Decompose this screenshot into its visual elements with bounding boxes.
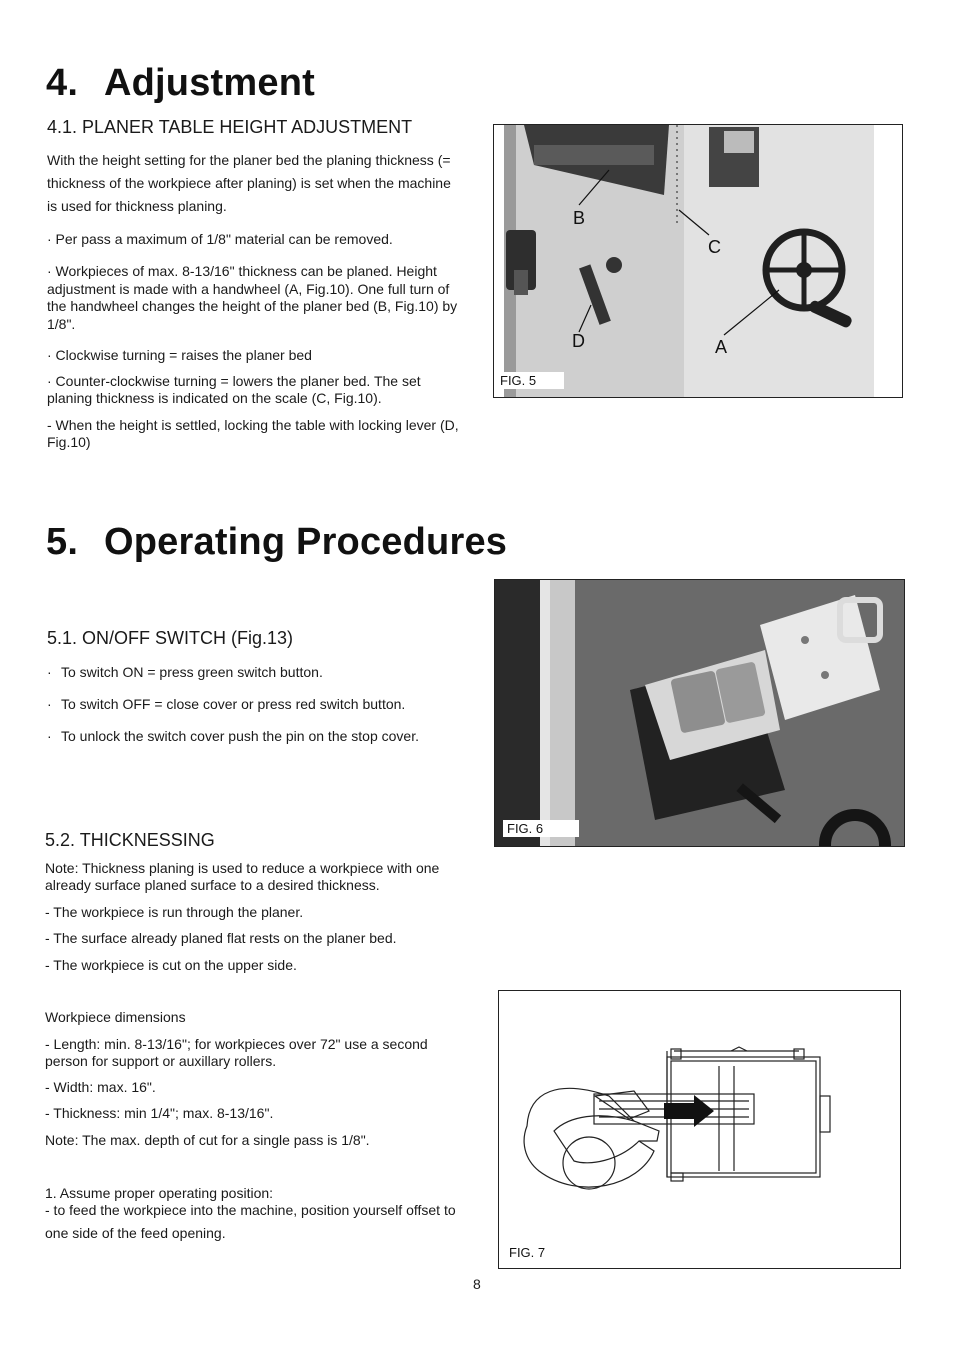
section-4-number: 4. bbox=[46, 62, 79, 104]
fig6-photo bbox=[495, 580, 904, 846]
step-1-title: 1. Assume proper operating position: bbox=[45, 1185, 274, 1201]
fig7-drawing bbox=[499, 991, 900, 1268]
switch-item-text: To switch ON = press green switch button. bbox=[61, 664, 323, 680]
figure-7 bbox=[498, 990, 901, 1269]
subheading-5-1: 5.1. ON/OFF SWITCH (Fig.13) bbox=[47, 628, 294, 648]
switch-item-off bbox=[47, 696, 405, 713]
line-planed-rests: - The surface already planed flat rests on the planer bed. bbox=[45, 930, 397, 946]
fig6-label: FIG. 6 bbox=[503, 820, 579, 837]
bullet-locking-lever: - When the height is settled, locking the table with locking lever (D, Fig.10) bbox=[47, 417, 459, 450]
subheading-4-1: 4.1. PLANER TABLE HEIGHT ADJUSTMENT bbox=[47, 117, 413, 137]
line-cut-upper: - The workpiece is cut on the upper side. bbox=[45, 957, 297, 973]
switch-item-unlock bbox=[47, 728, 419, 745]
subheading-5-2: 5.2. THICKNESSING bbox=[45, 830, 215, 850]
fig5-photo bbox=[494, 125, 902, 397]
line-run-through: - The workpiece is run through the planer. bbox=[45, 904, 304, 920]
section-4-title: Adjustment bbox=[104, 62, 315, 104]
switch-item-text: To switch OFF = close cover or press red switch button. bbox=[61, 696, 406, 712]
section-4-heading bbox=[46, 62, 315, 105]
paragraph-intro: With the height setting for the planer bed the planing thickness (= thickness of the workpiece after planing) is set when the machine is used for thickness planing. bbox=[47, 152, 451, 214]
dim-max-cut-note: Note: The max. depth of cut for a single pass is 1/8". bbox=[45, 1132, 370, 1148]
bullet-dot: · bbox=[47, 664, 52, 680]
bullet-max-removal: · Per pass a maximum of 1/8" material can be removed. bbox=[47, 231, 393, 247]
fig5-letter-a: A bbox=[715, 337, 728, 357]
section-5-heading bbox=[46, 521, 507, 564]
bullet-max-thickness: · Workpieces of max. 8-13/16" thickness can be planed. Height adjustment is made with a handwheel (A, Fig.10). One full turn of the handwheel changes the height of the planer bed (B, Fig.10) by 1/8". bbox=[47, 263, 458, 332]
page-number: 8 bbox=[473, 1276, 481, 1292]
fig7-label: FIG. 7 bbox=[505, 1244, 549, 1261]
fig5-letter-d: D bbox=[572, 331, 585, 351]
fig5-letter-b: B bbox=[573, 208, 586, 228]
fig5-label: FIG. 5 bbox=[496, 372, 564, 389]
figure-5 bbox=[493, 124, 903, 398]
dim-width: - Width: max. 16". bbox=[45, 1079, 156, 1095]
bullet-dot: · bbox=[47, 696, 52, 712]
paragraph-thickness-note: Note: Thickness planing is used to reduce a workpiece with one already surface planed surface to a desired thickness. bbox=[45, 860, 440, 893]
switch-item-text: To unlock the switch cover push the pin on the stop cover. bbox=[61, 728, 419, 744]
bullet-counter-clockwise: · Counter-clockwise turning = lowers the planer bed. The set planing thickness is indicated on the scale (C, Fig.10). bbox=[47, 373, 421, 406]
dim-thickness: - Thickness: min 1/4"; max. 8-13/16". bbox=[45, 1105, 274, 1121]
switch-item-on bbox=[47, 664, 323, 681]
step-1-detail: - to feed the workpiece into the machine, position yourself offset to one side of the feed opening. bbox=[45, 1202, 456, 1241]
bullet-dot: · bbox=[47, 728, 52, 744]
workpiece-dims-title: Workpiece dimensions bbox=[45, 1009, 186, 1025]
dim-length: - Length: min. 8-13/16"; for workpieces over 72" use a second person for support or auxillary rollers. bbox=[45, 1036, 428, 1069]
section-5-title: Operating Procedures bbox=[104, 521, 508, 563]
fig5-letter-c: C bbox=[708, 237, 721, 257]
figure-6 bbox=[494, 579, 905, 847]
bullet-clockwise: · Clockwise turning = raises the planer bed bbox=[47, 347, 312, 363]
section-5-number: 5. bbox=[46, 521, 79, 563]
